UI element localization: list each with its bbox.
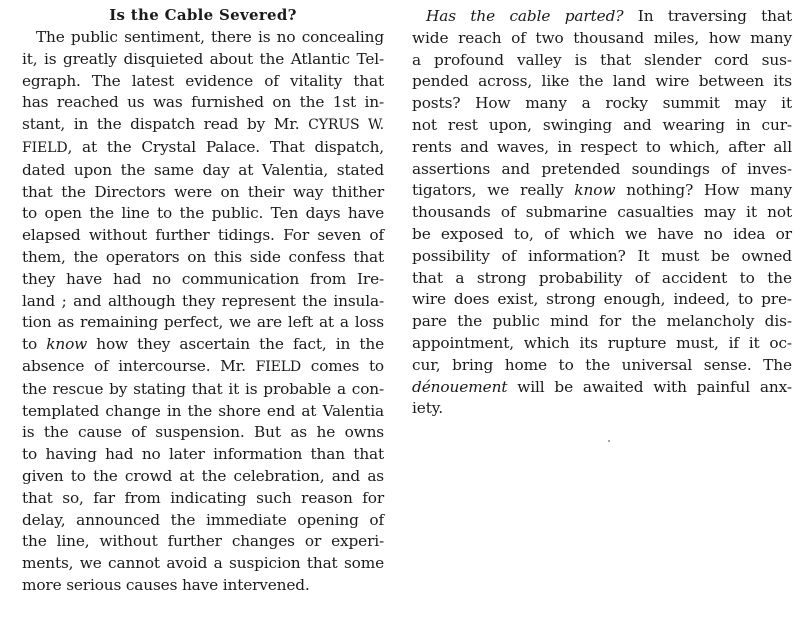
text-line: the rescue by stating that it is probable a con- <box>22 379 384 398</box>
text-line: dénouement will be awaited with painful anx- <box>412 377 792 396</box>
text-line: The public sentiment, there is no concealing <box>36 28 384 46</box>
text-line: iety. <box>412 399 444 418</box>
text-line: rents and waves, in respect to which, after all <box>412 137 792 156</box>
text-line: egraph. The latest evidence of vitality that <box>22 71 384 90</box>
text-line: is the cause of suspension. But as he owns <box>22 423 384 442</box>
text-line: thousands of submarine casualties may it not <box>412 203 792 222</box>
text-line: absence of intercourse. Mr. FIELD comes to <box>22 356 384 375</box>
text-line: has reached us was furnished on the 1st in- <box>22 93 384 112</box>
text-line: that the Directors were on their way thither <box>22 182 384 201</box>
left-paragraph <box>22 27 384 597</box>
text-line: appointment, which its rupture must, if it oc- <box>412 333 792 352</box>
text-line: that so, far from indicating such reason for <box>22 488 384 507</box>
text-line: FIELD, at the Crystal Palace. That dispatch, <box>22 137 384 156</box>
text-line: not rest upon, swinging and wearing in cur- <box>412 115 792 134</box>
print-speck <box>608 440 610 442</box>
text-line: delay, announced the immediate opening of <box>22 510 384 529</box>
text-line: elapsed without further tidings. For seven of <box>22 226 384 245</box>
text-line: the line, without further changes or experi- <box>22 532 384 551</box>
text-line: to open the line to the public. Ten days have <box>22 204 384 223</box>
text-line: to know how they ascertain the fact, in the <box>22 335 384 354</box>
text-line: ments, we cannot avoid a suspicion that some <box>22 554 384 573</box>
text-line: wide reach of two thousand miles, how many <box>412 28 792 47</box>
right-paragraph <box>412 6 792 420</box>
text-line: stant, in the dispatch read by Mr. CYRUS W. <box>22 115 384 134</box>
text-line: them, the operators on this side confess that <box>22 247 384 266</box>
right-column <box>412 6 792 420</box>
text-line: more serious causes have intervened. <box>22 575 310 594</box>
text-line: be exposed to, of which we have no idea or <box>412 224 792 243</box>
text-line: dated upon the same day at Valentia, stated <box>22 160 384 179</box>
text-line: wire does exist, strong enough, indeed, to pre- <box>412 290 792 309</box>
text-line: given to the crowd at the celebration, and as <box>22 466 384 485</box>
text-line: posts? How many a rocky summit may it <box>412 94 792 113</box>
text-line: tigators, we really know nothing? How many <box>412 181 792 200</box>
text-line: tion as remaining perfect, we are left at a loss <box>22 313 384 332</box>
text-line: templated change in the shore end at Valentia <box>22 401 384 420</box>
text-line: to having had no later information than that <box>22 445 384 464</box>
text-line: cur, bring home to the universal sense. The <box>412 355 792 374</box>
left-column <box>22 6 384 597</box>
text-line: land ; and although they represent the insula- <box>22 291 384 310</box>
text-line: pare the public mind for the melancholy dis- <box>412 312 792 331</box>
text-line: pended across, like the land wire between its <box>412 72 792 91</box>
text-line: a profound valley is that slender cord sus- <box>412 50 792 69</box>
text-line: assertions and pretended soundings of inves- <box>412 159 792 178</box>
text-line: possibility of information? It must be owned <box>412 246 792 265</box>
text-line: that a strong probability of accident to the <box>412 268 792 287</box>
text-line: it, is greatly disquieted about the Atlantic Tel- <box>22 49 384 68</box>
article-headline: Is the Cable Severed? <box>109 6 297 24</box>
text-line: they have had no communication from Ire- <box>22 269 384 288</box>
text-line: Has the cable parted? In traversing that <box>426 7 792 25</box>
